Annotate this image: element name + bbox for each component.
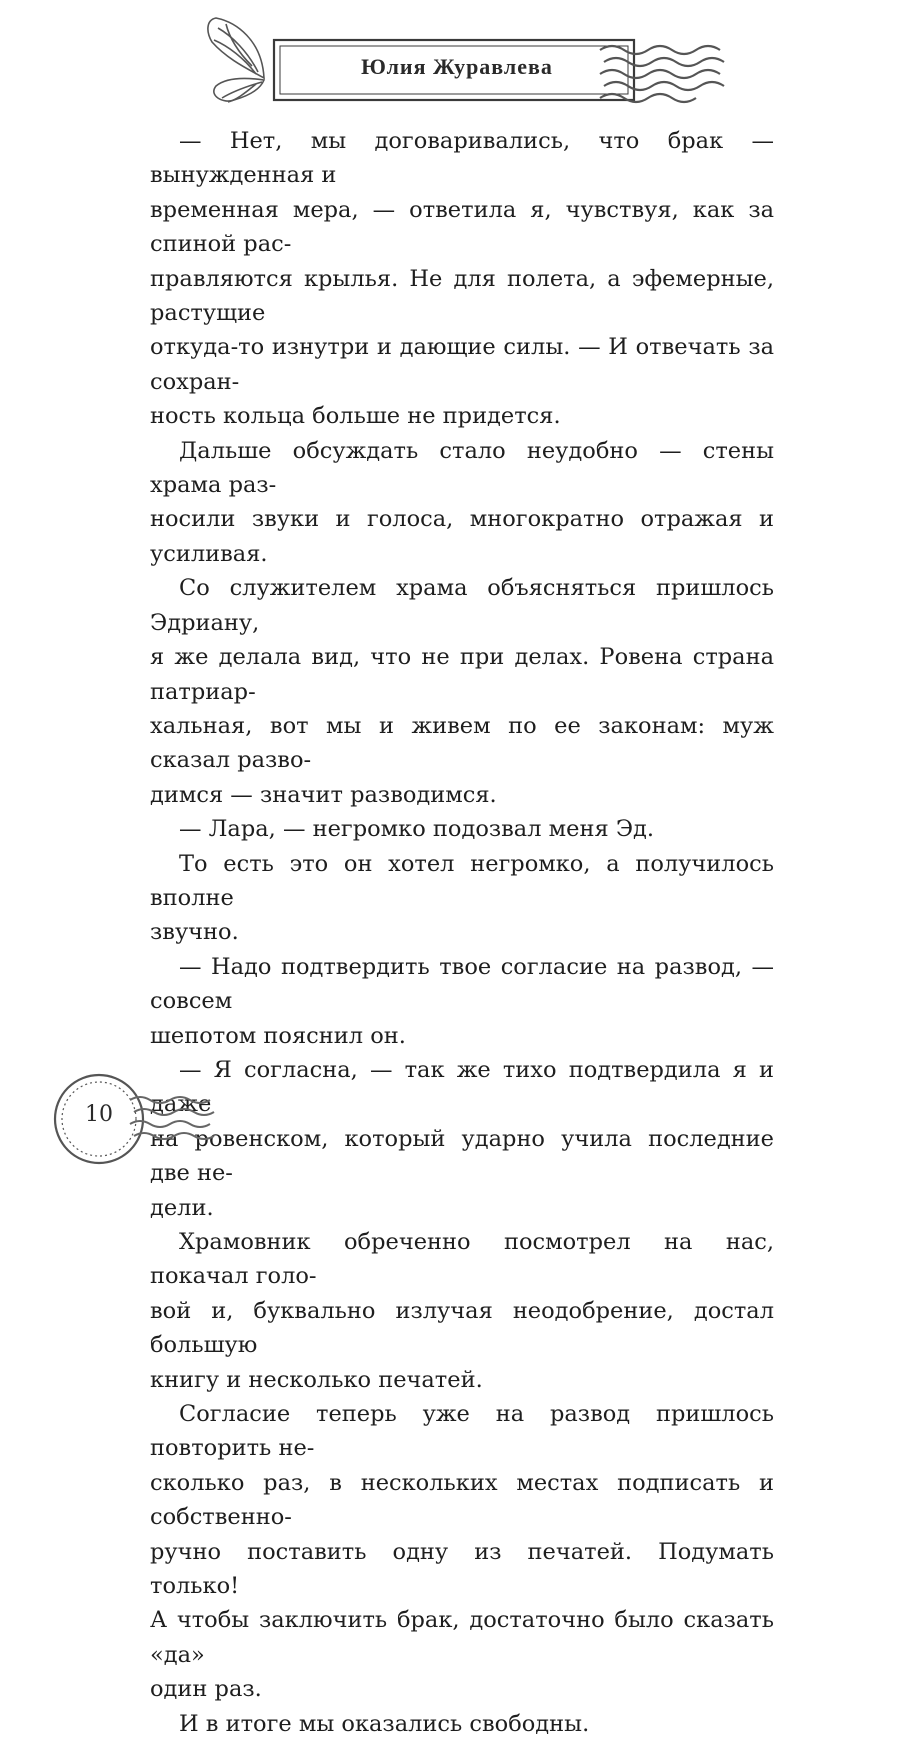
text-line: правляются крылья. Не для полета, а эфемерные, растущие	[150, 265, 774, 327]
text-line: временная мера, — ответила я, чувствуя, как за спиной рас-	[150, 196, 774, 258]
text-line: звучно.	[150, 919, 239, 946]
text-line: А чтобы заключить брак, достаточно было сказать «да»	[150, 1607, 774, 1668]
text-line: И в итоге мы оказались свободны.	[179, 1710, 590, 1737]
text-line: — Я согласна, — так же тихо подтвердила я и даже	[150, 1056, 774, 1118]
text-line: носили звуки и голоса, многократно отражая и усиливая.	[150, 506, 774, 567]
text-line: шепотом пояснил он.	[150, 1022, 406, 1049]
running-title: Юлия Журавлева	[361, 54, 553, 79]
text-line: Со служителем храма объясняться пришлось Эдриану,	[150, 575, 774, 636]
text-line: Храмовник обреченно посмотрел на нас, покачал голо-	[150, 1229, 774, 1290]
paragraph	[150, 1397, 774, 1707]
text-line: — Нет, мы договаривались, что брак — вынужденная и	[150, 128, 774, 189]
text-line: То есть это он хотел негромко, а получилось вполне	[150, 850, 774, 911]
text-line: вой и, буквально излучая неодобрение, достал большую	[150, 1297, 774, 1359]
text-line: Согласие теперь уже на развод пришлось повторить не-	[150, 1401, 774, 1462]
text-line: я же делала вид, что не при делах. Ровена страна патриар-	[150, 644, 774, 705]
text-line: — Надо подтвердить твое согласие на развод, — совсем	[150, 953, 774, 1015]
text-line: один раз.	[150, 1676, 262, 1703]
text-line: откуда-то изнутри и дающие силы. — И отвечать за сохран-	[150, 334, 774, 395]
text-line: димся — значит разводимся.	[150, 781, 497, 808]
text-line: Дальше обсуждать стало неудобно — стены храма раз-	[150, 437, 774, 499]
paragraph	[150, 1707, 774, 1741]
text-line: ность кольца больше не придется.	[150, 403, 561, 430]
text-line: на ровенском, который ударно учила последние две не-	[150, 1125, 774, 1187]
paragraph	[150, 1225, 774, 1397]
text-line: ручно поставить одну из печатей. Подумать только!	[150, 1538, 774, 1600]
text-line: — Лара, — негромко подозвал меня Эд.	[179, 816, 655, 843]
page-number: 10	[85, 1102, 113, 1127]
text-line: сколько раз, в нескольких местах подписать и собственно-	[150, 1469, 774, 1531]
text-line: хальная, вот мы и живем по ее законам: муж сказал разво-	[150, 712, 774, 774]
text-line: дели.	[150, 1194, 214, 1221]
text-line: книгу и несколько печатей.	[150, 1366, 483, 1393]
